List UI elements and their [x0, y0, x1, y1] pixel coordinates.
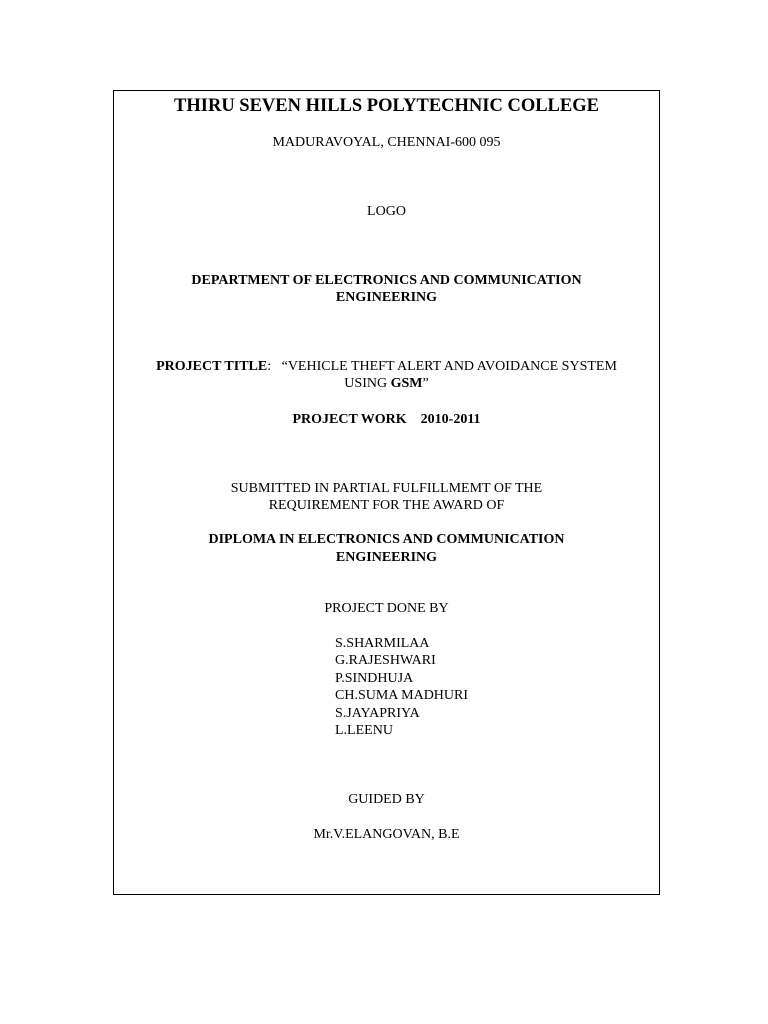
- project-title-label: PROJECT TITLE: [156, 359, 268, 374]
- student-name: CH.SUMA MADHURI: [335, 688, 469, 704]
- submission-line-1: SUBMITTED IN PARTIAL FULFILLMEMT OF THE: [230, 481, 543, 496]
- student-name: S.JAYAPRIYA: [335, 705, 420, 721]
- project-work-label: PROJECT WORK: [292, 412, 407, 427]
- guide-name: Mr.V.ELANGOVAN, B.E: [313, 827, 460, 842]
- logo-placeholder: LOGO: [367, 204, 406, 219]
- student-names-list: [335, 635, 468, 739]
- project-done-by-heading: PROJECT DONE BY: [324, 601, 449, 616]
- student-name: P.SINDHUJA: [335, 670, 414, 686]
- project-title-line-1: [114, 358, 659, 375]
- diploma-line-2: ENGINEERING: [335, 550, 438, 565]
- student-name: G.RAJESHWARI: [335, 653, 436, 669]
- cover-page-border: [113, 90, 660, 895]
- project-title-text: “VEHICLE THEFT ALERT AND AVOIDANCE SYSTEM: [281, 359, 617, 374]
- department-line-2: ENGINEERING: [335, 290, 438, 305]
- submission-line-2: REQUIREMENT FOR THE AWARD OF: [268, 498, 505, 513]
- guided-by-heading: GUIDED BY: [348, 792, 425, 807]
- project-title-line-2: [114, 375, 659, 392]
- project-title-gsm: GSM: [390, 376, 423, 391]
- project-title-close-quote: ”: [422, 376, 429, 391]
- project-title-using: USING: [344, 376, 391, 391]
- diploma-line-1: DIPLOMA IN ELECTRONICS AND COMMUNICATION: [208, 532, 565, 547]
- college-address: MADURAVOYAL, CHENNAI-600 095: [272, 135, 501, 150]
- student-name: L.LEENU: [335, 723, 393, 739]
- project-work-year: 2010-2011: [420, 412, 481, 427]
- college-name: THIRU SEVEN HILLS POLYTECHNIC COLLEGE: [174, 96, 599, 116]
- project-work-line: [114, 411, 659, 428]
- project-title-colon: :: [267, 359, 272, 374]
- student-name: S.SHARMILAA: [335, 636, 430, 651]
- department-line-1: DEPARTMENT OF ELECTRONICS AND COMMUNICATION: [191, 273, 582, 288]
